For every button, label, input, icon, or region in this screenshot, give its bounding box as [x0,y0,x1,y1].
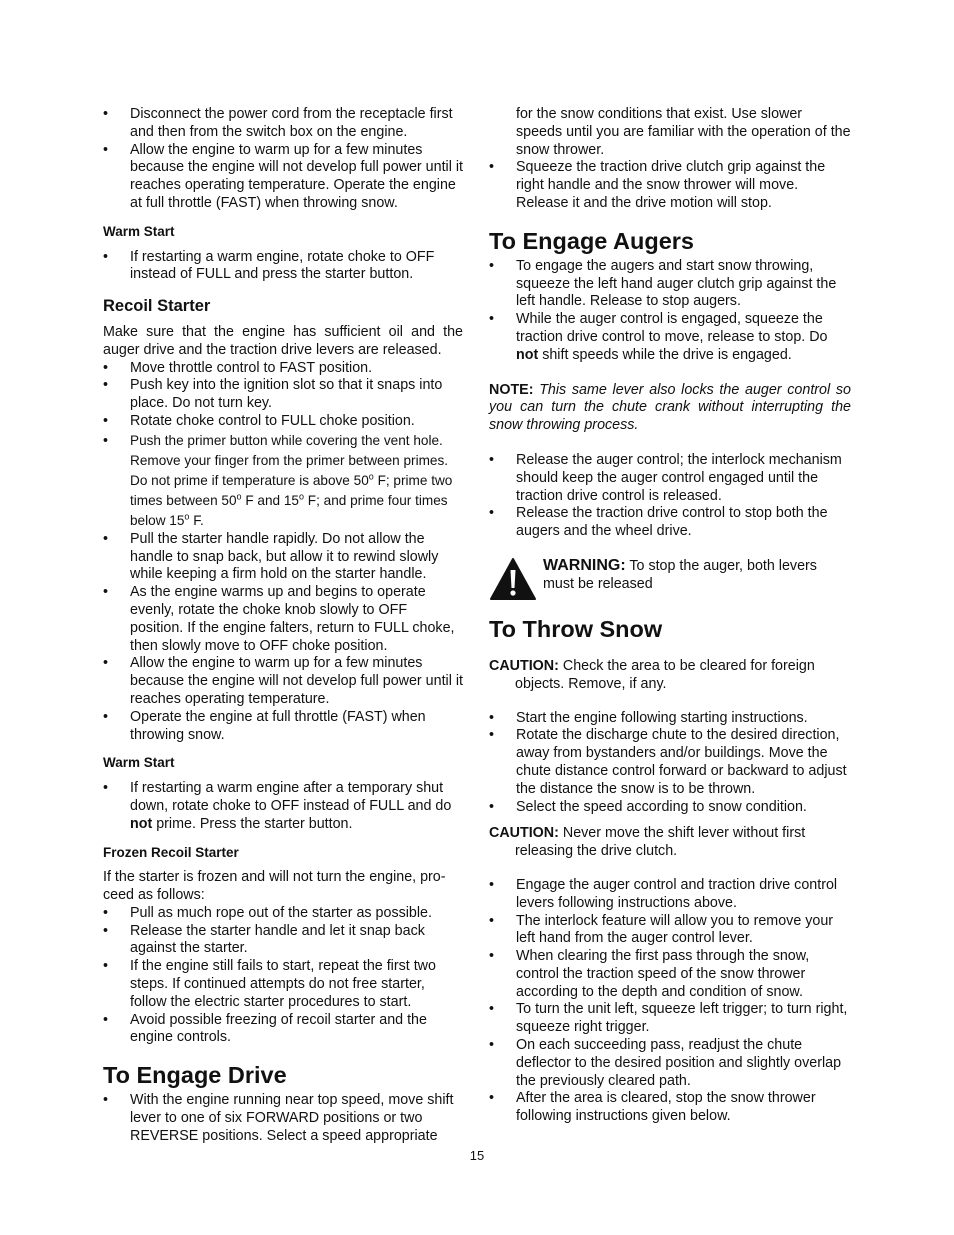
recoil-intro: Make sure that the engine has sufficient oil and the auger drive and the traction drive levers are released. [103,323,463,358]
list-item: • Select the speed according to snow condition. [489,798,807,815]
frozen-list [103,905,463,1047]
list-item: • Release the traction drive control to stop both the augers and the wheel drive. [489,505,828,540]
list-item: • As the engine warms up and begins to operate evenly, rotate the choke knob slowly to OFF position. If the engine falters, return to FULL choke, then slowly move to OFF choke position. [103,584,455,654]
warning-text: WARNING: To stop the auger, both levers must be released [543,556,817,592]
list-item: • When clearing the first pass through the snow, control the traction speed of the snow thrower according to the depth and condition of snow. [489,948,810,1000]
frozen-intro: If the starter is frozen and will not turn the engine, pro-ceed as follows: [103,869,446,904]
list-item: • After the area is cleared, stop the snow thrower following instructions given below. [489,1090,816,1125]
engage-drive-heading: To Engage Drive [103,1062,287,1089]
list-item: • Release the starter handle and let it snap back against the starter. [103,922,425,957]
drive-list [489,159,851,212]
throw-list-2 [489,877,851,1126]
list-item: • If restarting a warm engine after a temporary shut down, rotate choke to OFF instead of FULL and do not prime. Press the starter button. [103,780,452,832]
warm-start-list [103,249,463,285]
list-item: • To turn the unit left, squeeze left trigger; to turn right, squeeze right trigger. [489,1001,848,1036]
engage-augers-heading: To Engage Augers [489,227,694,254]
warm-start-list [103,780,463,833]
list-item: • Move throttle control to FAST position. [103,359,373,376]
augers-list-2 [489,452,851,541]
list-item: • Engage the auger control and traction drive control levers following instructions above. [489,876,838,911]
list-item: • Pull as much rope out of the starter as possible. [103,904,432,921]
list-item: • On each succeeding pass, readjust the chute deflector to the desired position and slightly overlap the previously cleared path. [489,1037,842,1089]
list-item: • Rotate the discharge chute to the desired direction, away from bystanders and/or buildings. Move the chute distance control forward or backward to adjust the distance the snow is to be thrown. [489,727,847,797]
list-item: • Push key into the ignition slot so that it snaps into place. Do not turn key. [103,377,443,412]
list-item: • With the engine running near top speed, move shift lever to one of six FORWARD positions or two REVERSE positions. Select a speed appropriate [103,1092,454,1144]
recoil-starter-heading: Recoil Starter [103,297,211,316]
primer-item: • Push the primer button while covering the vent hole. Remove your finger from the primer between primes. Do not prime if temperature is above 50$^o$ F; prime two times between 50$^o$ F and 15$^o$ F; and prime four times below 15$^o$ F. [103,432,453,528]
list-item: • While the auger control is engaged, squeeze the traction drive control to move, release to stop. Do not shift speeds while the drive is engaged. [489,311,828,363]
list-item: • The interlock feature will allow you to remove your left hand from the auger control lever. [489,912,834,947]
list-item: • Squeeze the traction drive clutch grip against the right handle and the snow thrower will move. Release it and the drive motion will stop. [489,159,826,211]
caution-paragraph: CAUTION: Never move the shift lever without first releasing the drive clutch. [489,825,806,860]
left-column [103,106,463,1146]
list-item: • Allow the engine to warm up for a few minutes because the engine will not develop full power until it reaches operating temperature. [103,655,464,707]
list-item: • To engage the augers and start snow throwing, squeeze the left hand auger clutch grip against the left handle. Release to stop augers. [489,257,837,310]
note-paragraph: NOTE: This same lever also locks the auger control so you can turn the chute crank without interrupting the snow throwing process. [489,381,851,434]
list-item: • Allow the engine to warm up for a few minutes because the engine will not develop full power until it reaches operating temperature. Operate the engine at full throttle (FAST) when throwing snow. [103,141,464,211]
recoil-list [103,360,463,745]
warm-start-heading: Warm Start [103,755,175,771]
list-item: • Operate the engine at full throttle (FAST) when throwing snow. [103,708,426,743]
frozen-recoil-heading: Frozen Recoil Starter [103,844,239,860]
throw-list [489,710,851,817]
page-number: 15 [469,1148,485,1163]
list-item: • Disconnect the power cord from the receptacle first and then from the switch box on the engine. [103,106,453,140]
augers-list [489,258,851,365]
warm-start-heading: Warm Start [103,223,175,239]
right-column [489,106,851,1126]
intro-list [103,106,463,213]
caution-paragraph: CAUTION: Check the area to be cleared for foreign objects. Remove, if any. [489,657,815,692]
list-item: • If restarting a warm engine, rotate choke to OFF instead of FULL and press the starter button. [103,248,435,283]
warning-block [489,557,851,601]
list-item: • If the engine still fails to start, repeat the first two steps. If continued attempts do not free starter, follow the electric starter procedures to start. [103,958,436,1010]
list-item: • Avoid possible freezing of recoil starter and the engine controls. [103,1011,427,1046]
list-item: • Pull the starter handle rapidly. Do not allow the handle to snap back, but allow it to rewind slowly while keeping a firm hold on the starter handle. [103,530,439,583]
list-item: • Rotate choke control to FULL choke position. [103,412,415,429]
list-item: • Start the engine following starting instructions. [489,709,808,726]
list-item: • Release the auger control; the interlock mechanism should keep the auger control engaged until the traction drive control is released. [489,451,842,504]
drive-list [103,1092,463,1145]
warning-triangle-icon [489,557,537,601]
throw-snow-heading: To Throw Snow [489,615,663,642]
drive-continued: for the snow conditions that exist. Use slower speeds until you are familiar with the operation of the snow thrower. [516,106,851,158]
